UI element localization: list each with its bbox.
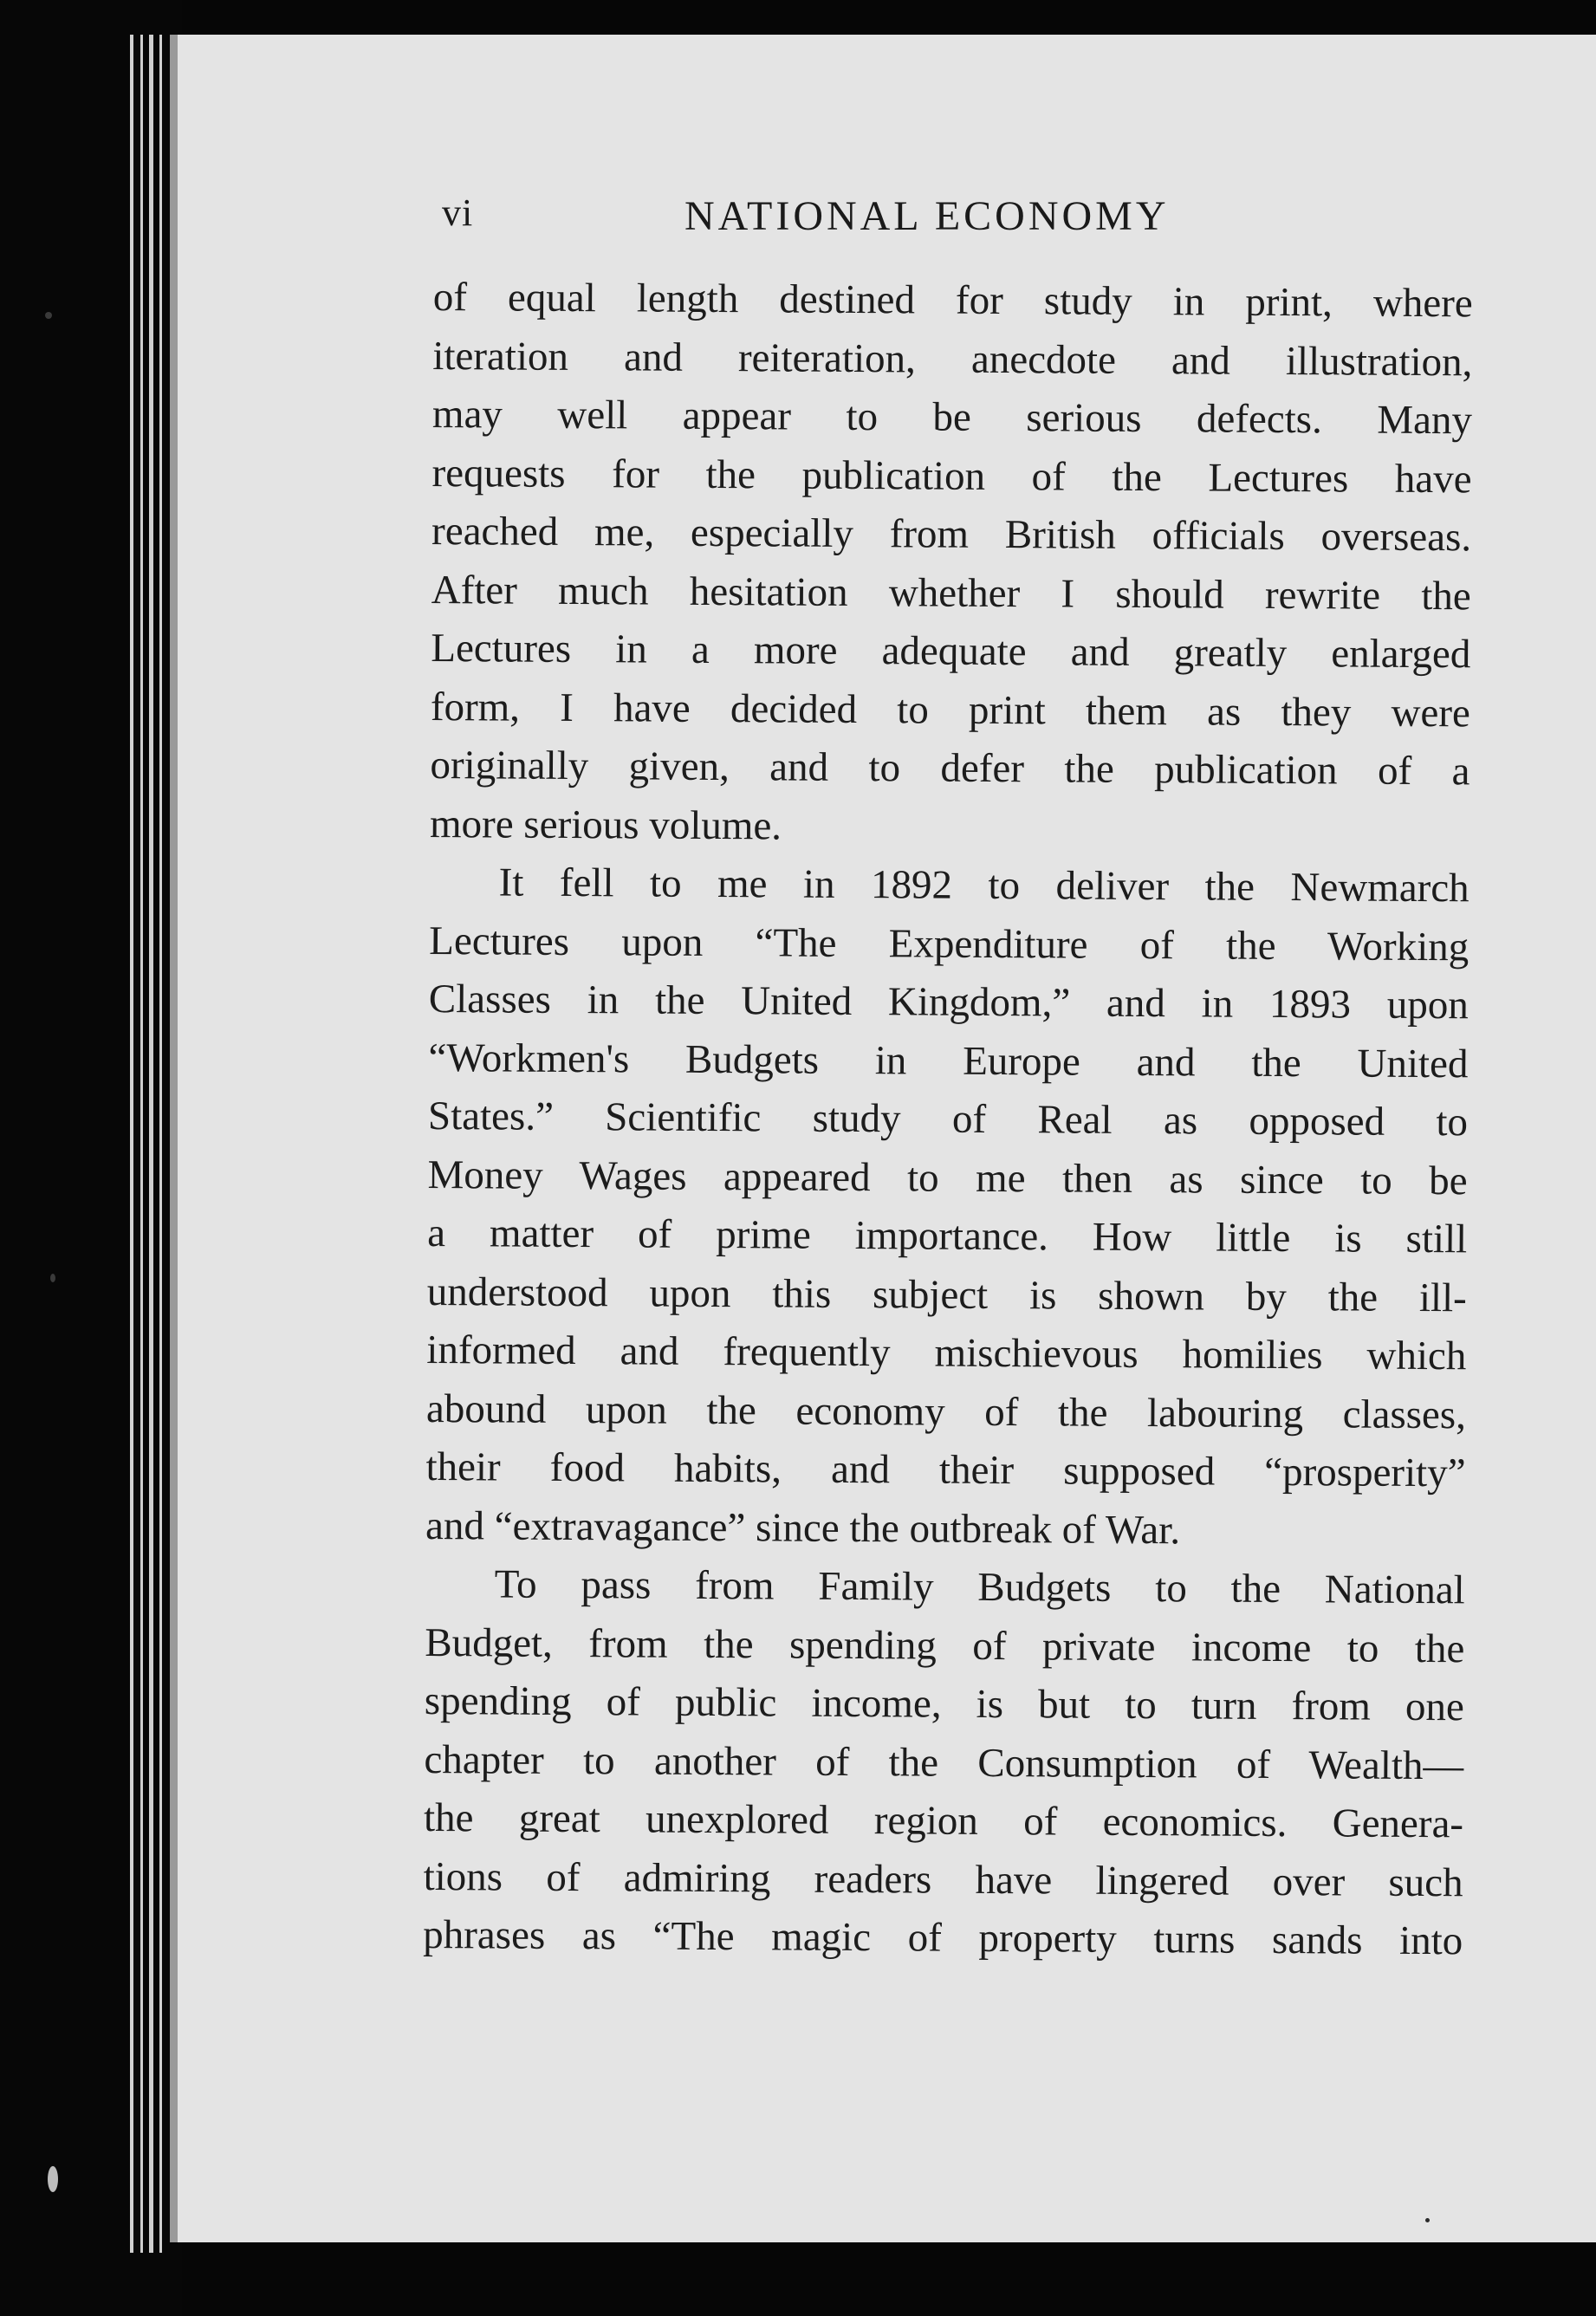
text-line: may well appear to be serious defects. Many — [431, 391, 1473, 444]
text-line: their food habits, and their supposed “prosperity” — [425, 1443, 1466, 1496]
binding-stripe — [159, 35, 162, 2253]
text-line: the great unexplored region of economics. Genera- — [423, 1794, 1464, 1847]
text-line: understood upon this subject is shown by the ill- — [426, 1268, 1467, 1320]
text-line: After much hesitation whether I should rewrite the — [431, 567, 1471, 619]
text-line: a matter of prime importance. How little is still — [427, 1210, 1468, 1262]
text-line: originally given, and to defer the publication of a — [430, 742, 1470, 795]
text-line: requests for the publication of the Lectures have — [431, 450, 1472, 502]
text-line: reached me, especially from British officials overseas. — [431, 508, 1472, 561]
dust-speck — [1425, 2218, 1430, 2222]
binding-margin — [0, 0, 182, 2316]
text-line: Money Wages appeared to me then as since to be — [427, 1152, 1468, 1203]
text-line: more serious volume. — [429, 801, 782, 848]
text-line: Lectures upon “The Expenditure of the Working — [429, 918, 1469, 970]
text-line: “Workmen's Budgets in Europe and the United — [428, 1035, 1469, 1087]
text-line: It fell to me in 1892 to deliver the Newmarch — [498, 860, 1469, 911]
text-line: spending of public income, is but to turn from one — [424, 1677, 1465, 1730]
text-line: iteration and reiteration, anecdote and illustration, — [432, 333, 1473, 385]
text-line: informed and frequently mischievous homilies which — [426, 1327, 1467, 1379]
text-line: To pass from Family Budgets to the National — [494, 1561, 1465, 1613]
text-line: abound upon the economy of the labouring classes, — [425, 1385, 1467, 1437]
text-line: Classes in the United Kingdom,” and in 1893 upon — [428, 976, 1469, 1028]
text-line: and “extravagance” since the outbreak of War. — [425, 1502, 1181, 1553]
text-line: phrases as “The magic of property turns sands into — [423, 1911, 1463, 1964]
dust-speck — [48, 2166, 58, 2192]
text-line: States.” Scientific study of Real as opposed to — [427, 1093, 1469, 1145]
text-line: Budget, from the spending of private income to the — [425, 1619, 1465, 1671]
binding-stripe — [130, 35, 133, 2253]
text-line: chapter to another of the Consumption of Wealth— — [424, 1736, 1464, 1788]
text-line: tions of admiring readers have lingered over such — [423, 1853, 1463, 1905]
dust-speck — [45, 312, 52, 319]
dust-speck — [50, 1274, 55, 1282]
text-line: form, I have decided to print them as they were — [430, 684, 1471, 736]
page-header — [442, 182, 1482, 260]
page-edge — [170, 35, 178, 2242]
binding-stripe — [140, 35, 143, 2253]
text-line: of equal length destined for study in print, where — [432, 274, 1473, 327]
text-line: Lectures in a more adequate and greatly enlarged — [431, 625, 1471, 678]
binding-stripe — [149, 35, 153, 2253]
body-text — [423, 269, 1473, 1971]
page-number: vi — [442, 191, 474, 234]
running-head: NATIONAL ECONOMY — [684, 193, 1170, 239]
